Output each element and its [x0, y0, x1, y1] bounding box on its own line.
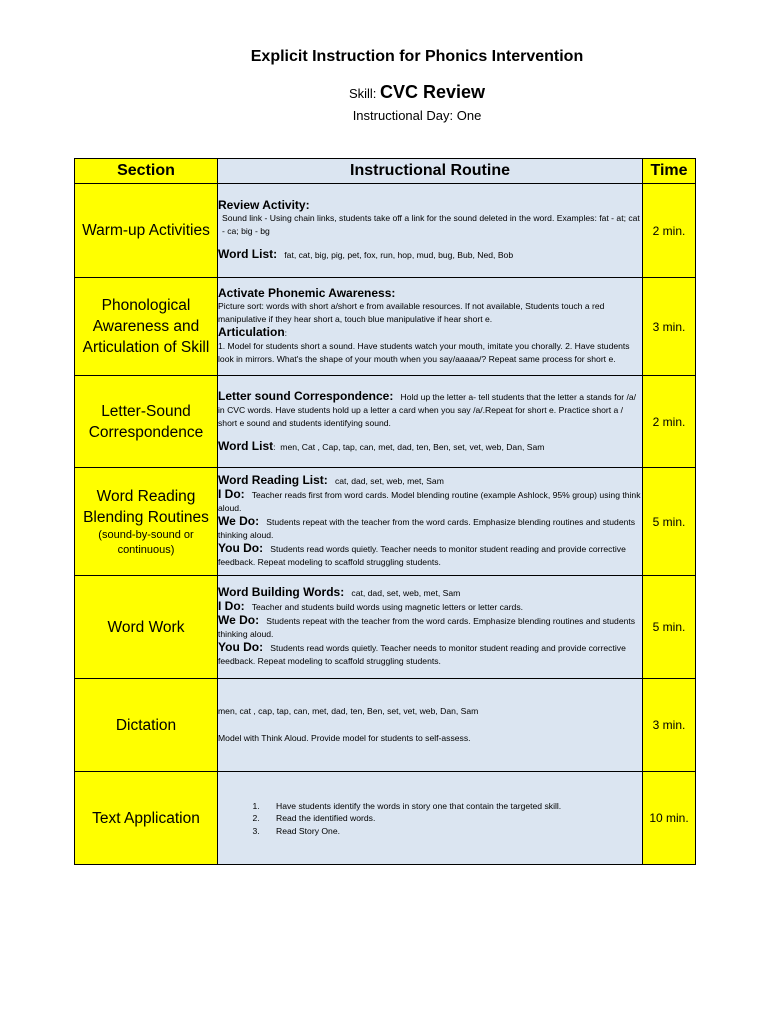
review-label: Review Activity: — [218, 198, 310, 212]
list-item: 3. Read Story One. — [262, 825, 642, 838]
routine-cell — [218, 278, 643, 376]
word-list-label: Word List — [218, 438, 274, 453]
we-do-label: We Do: — [218, 514, 260, 528]
lsc-text: Hold up the letter a- tell students that the letter a stands for /a/ in CVC words. Have students hold up a letter a card when you say /a/.Repeat for short e. Practice short a / short e sound and students identifying sound. — [218, 391, 637, 428]
lsc-line — [218, 390, 642, 430]
time-cell: 5 min. — [643, 468, 696, 576]
we-do-label: We Do: — [218, 613, 260, 627]
word-list-colon: : — [273, 441, 276, 452]
table-row — [75, 468, 696, 576]
document-title: Explicit Instruction for Phonics Intervention — [250, 48, 584, 65]
you-do-line — [218, 542, 642, 569]
list-item: 2. Read the identified words. — [262, 812, 642, 825]
i-do-text: Teacher reads first from word cards. Model blending routine (example Ashlock, 95% group) using think aloud. — [218, 490, 641, 513]
table-row — [75, 576, 696, 679]
lsc-label: Letter sound Correspondence: — [218, 388, 394, 403]
word-reading-line — [218, 474, 642, 488]
header-time: Time — [643, 159, 696, 184]
instructional-day: Instructional Day: One — [352, 108, 482, 123]
you-do-label: You Do: — [218, 541, 264, 555]
table-header-row — [75, 159, 696, 184]
we-do-text: Students repeat with the teacher from the word cards. Emphasize blending routines and students thinking aloud. — [218, 616, 636, 639]
word-list-line — [218, 248, 642, 262]
dictation-words: men, cat , cap, tap, can, met, dad, ten, Ben, set, vet, web, Dan, Sam — [218, 706, 479, 716]
articulation-colon: : — [284, 328, 288, 338]
routine-cell — [218, 376, 643, 468]
table-row — [75, 679, 696, 772]
header-routine: Instructional Routine — [218, 159, 643, 184]
skill-line — [0, 82, 768, 103]
i-do-label: I Do: — [218, 487, 245, 501]
articulation-text: 1. Model for students short a sound. Have students watch your mouth, imitate you chorally. 2. Have students look in mirrors. What's the shape of your mouth when you say/aaaaa/? Repeat same process for short e. — [218, 341, 630, 364]
skill-value: CVC Review — [380, 82, 486, 102]
word-list-text: men, Cat , Cap, tap, can, met, dad, ten, Ben, set, vet, web, Dan, Sam — [280, 441, 545, 452]
routine-cell — [218, 576, 643, 679]
activate-text: Picture sort: words with short a/short e from available resources. If not available, Students touch a red manipulative if they hear short a, touch blue manipulative if hear short e. — [218, 301, 605, 324]
we-do-line — [218, 515, 642, 542]
header-section: Section — [75, 159, 218, 184]
you-do-label: You Do: — [218, 640, 264, 654]
section-cell: Warm-up Activities — [75, 184, 218, 278]
routine-cell — [218, 468, 643, 576]
time-cell: 5 min. — [643, 576, 696, 679]
i-do-line — [218, 600, 642, 614]
section-title: Word Reading Blending Routines — [83, 487, 209, 526]
word-list-text: fat, cat, big, pig, pet, fox, run, hop, mud, bug, Bub, Ned, Bob — [284, 250, 514, 260]
i-do-text: Teacher and students build words using magnetic letters or letter cards. — [251, 602, 524, 612]
time-cell: 10 min. — [643, 772, 696, 865]
articulation-label: Articulation — [218, 325, 285, 339]
you-do-text: Students read words quietly. Teacher needs to monitor student reading and provide corrective feedback. Repeat modeling to scaffold struggling students. — [218, 544, 626, 567]
word-building-text: cat, dad, set, web, met, Sam — [351, 588, 461, 598]
lesson-plan-table — [74, 158, 696, 865]
section-cell: Letter-Sound Correspondence — [75, 376, 218, 468]
word-building-line — [218, 586, 642, 600]
step-list — [218, 800, 642, 838]
word-reading-text: cat, dad, set, web, met, Sam — [334, 476, 444, 486]
time-cell: 3 min. — [643, 278, 696, 376]
you-do-text: Students read words quietly. Teacher needs to monitor student reading and provide corrective feedback. Repeat modeling to scaffold struggling students. — [218, 643, 626, 666]
word-reading-label: Word Reading List: — [218, 473, 328, 487]
section-cell: Phonological Awareness and Articulation of Skill — [75, 278, 218, 376]
articulation-line — [218, 326, 642, 340]
section-cell — [75, 468, 218, 576]
section-cell: Text Application — [75, 772, 218, 865]
table-row — [75, 772, 696, 865]
routine-cell — [218, 772, 643, 865]
word-building-label: Word Building Words: — [218, 585, 345, 599]
word-list-line — [218, 440, 642, 454]
review-text: Sound link - Using chain links, students take off a link for the sound deleted in the word. Examples: fat - at; cat - ca; big - bg — [222, 213, 640, 236]
list-item: 1. Have students identify the words in story one that contain the targeted skill. — [262, 800, 642, 813]
time-cell: 2 min. — [643, 376, 696, 468]
table-row — [75, 376, 696, 468]
section-cell: Word Work — [75, 576, 218, 679]
activate-label: Activate Phonemic Awareness: — [218, 286, 396, 300]
we-do-line — [218, 614, 642, 641]
you-do-line — [218, 641, 642, 668]
table-row — [75, 184, 696, 278]
table-row — [75, 278, 696, 376]
i-do-label: I Do: — [218, 599, 245, 613]
routine-cell — [218, 679, 643, 772]
skill-label: Skill: — [348, 86, 377, 101]
word-list-label: Word List: — [218, 247, 278, 261]
section-cell: Dictation — [75, 679, 218, 772]
i-do-line — [218, 488, 642, 515]
section-subtitle: (sound-by-sound or continuous) — [98, 528, 194, 556]
routine-cell — [218, 184, 643, 278]
dictation-model: Model with Think Aloud. Provide model for students to self-assess. — [218, 733, 471, 743]
time-cell: 2 min. — [643, 184, 696, 278]
time-cell: 3 min. — [643, 679, 696, 772]
we-do-text: Students repeat with the teacher from the word cards. Emphasize blending routines and students thinking aloud. — [218, 517, 636, 540]
